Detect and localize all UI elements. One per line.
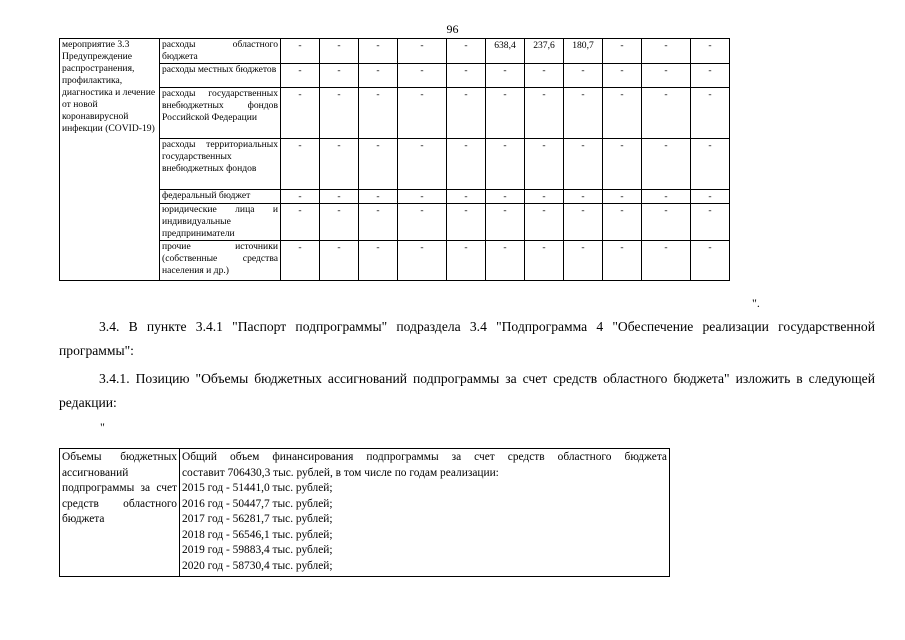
value-cell: - <box>525 139 564 190</box>
volumes-content-cell <box>180 449 670 577</box>
funding-source-cell: прочие источники (собственные средства населения и др.) <box>160 241 281 281</box>
funding-source-cell: юридические лица и индивидуальные предприниматели <box>160 204 281 241</box>
value-cell: - <box>603 88 642 139</box>
volumes-line: 2017 год - 56281,7 тыс. рублей; <box>182 513 333 525</box>
value-cell: - <box>398 88 447 139</box>
value-cell: - <box>525 241 564 281</box>
value-cell: - <box>320 39 359 64</box>
volumes-line: 2020 год - 58730,4 тыс. рублей; <box>182 559 333 572</box>
value-cell: - <box>564 88 603 139</box>
value-cell: - <box>691 64 730 88</box>
value-cell: - <box>281 39 320 64</box>
budget-table-row <box>60 190 730 204</box>
value-cell: - <box>398 190 447 204</box>
value-cell: - <box>320 88 359 139</box>
value-cell: - <box>359 139 398 190</box>
budget-table-row <box>60 39 730 64</box>
volumes-line: 2016 год - 50447,7 тыс. рублей; <box>182 497 333 510</box>
value-cell: - <box>447 139 486 190</box>
value-cell: - <box>447 88 486 139</box>
funding-source-cell: расходы областного бюджета <box>160 39 281 64</box>
value-cell: - <box>320 64 359 88</box>
value-cell: - <box>642 204 691 241</box>
value-cell: - <box>525 190 564 204</box>
value-cell: - <box>603 204 642 241</box>
value-cell: 638,4 <box>486 39 525 64</box>
value-cell: - <box>642 39 691 64</box>
value-cell: - <box>447 241 486 281</box>
value-cell: - <box>359 64 398 88</box>
closing-quote: ". <box>752 296 760 310</box>
value-cell: - <box>359 88 398 139</box>
value-cell: - <box>642 139 691 190</box>
value-cell: - <box>603 241 642 281</box>
volumes-table <box>59 448 670 577</box>
value-cell: - <box>691 139 730 190</box>
value-cell: - <box>320 241 359 281</box>
value-cell: - <box>525 88 564 139</box>
page-number: 96 <box>446 22 459 36</box>
value-cell: - <box>320 190 359 204</box>
volumes-line: Общий объем финансирования подпрограммы за счет средств областного бюджета <box>182 451 667 463</box>
value-cell: - <box>359 190 398 204</box>
budget-table-row <box>60 88 730 139</box>
paragraph-3-4-1: 3.4.1. Позицию "Объемы бюджетных ассигнований подпрограммы за счет средств областного бюджета" изложить в следующей редакции: <box>59 371 875 410</box>
value-cell: - <box>359 204 398 241</box>
value-cell: - <box>447 204 486 241</box>
value-cell: - <box>398 139 447 190</box>
value-cell: - <box>320 204 359 241</box>
event-name-cell: мероприятие 3.3 Предупреждение распространения, профилактика, диагностика и лечение от новой коронавирусной инфекции (COVID-19) <box>60 39 160 281</box>
value-cell: - <box>398 204 447 241</box>
value-cell: - <box>691 241 730 281</box>
volumes-line: 2018 год - 56546,1 тыс. рублей; <box>182 528 333 541</box>
value-cell: - <box>564 204 603 241</box>
value-cell: - <box>281 241 320 281</box>
value-cell: - <box>564 64 603 88</box>
budget-table-row <box>60 241 730 281</box>
value-cell: - <box>398 241 447 281</box>
value-cell: - <box>486 139 525 190</box>
value-cell: - <box>359 39 398 64</box>
value-cell: - <box>691 88 730 139</box>
value-cell: - <box>320 139 359 190</box>
value-cell: - <box>564 241 603 281</box>
value-cell: - <box>642 190 691 204</box>
volumes-row <box>60 449 670 577</box>
value-cell: - <box>447 190 486 204</box>
value-cell: - <box>525 64 564 88</box>
value-cell: - <box>603 39 642 64</box>
budget-table <box>59 38 730 281</box>
value-cell: 180,7 <box>564 39 603 64</box>
value-cell: - <box>691 204 730 241</box>
value-cell: - <box>281 204 320 241</box>
volumes-line: 2019 год - 59883,4 тыс. рублей; <box>182 544 333 556</box>
value-cell: - <box>642 241 691 281</box>
value-cell: - <box>486 64 525 88</box>
value-cell: - <box>486 190 525 204</box>
value-cell: - <box>603 139 642 190</box>
value-cell: - <box>642 64 691 88</box>
value-cell: - <box>603 190 642 204</box>
value-cell: - <box>486 88 525 139</box>
paragraph-3-4: 3.4. В пункте 3.4.1 "Паспорт подпрограммы" подраздела 3.4 "Подпрограмма 4 "Обеспечение реализации государственной программы": <box>59 319 875 358</box>
value-cell: - <box>486 241 525 281</box>
value-cell: - <box>281 64 320 88</box>
value-cell: - <box>564 139 603 190</box>
value-cell: - <box>447 39 486 64</box>
funding-source-cell: расходы территориальных государственных внебюджетных фондов <box>160 139 281 190</box>
value-cell: 237,6 <box>525 39 564 64</box>
budget-table-body <box>60 39 730 281</box>
value-cell: - <box>603 64 642 88</box>
value-cell: - <box>398 39 447 64</box>
value-cell: - <box>398 64 447 88</box>
budget-table-row <box>60 204 730 241</box>
funding-source-cell: расходы государственных внебюджетных фондов Российской Федерации <box>160 88 281 139</box>
value-cell: - <box>447 64 486 88</box>
value-cell: - <box>281 88 320 139</box>
opening-quote: " <box>100 420 105 434</box>
value-cell: - <box>281 190 320 204</box>
value-cell: - <box>359 241 398 281</box>
funding-source-cell: расходы местных бюджетов <box>160 64 281 88</box>
value-cell: - <box>691 190 730 204</box>
value-cell: - <box>642 88 691 139</box>
volumes-line: 2015 год - 51441,0 тыс. рублей; <box>182 482 333 494</box>
volumes-label-cell: Объемы бюджетных ассигнований подпрограммы за счет средств областного бюджета <box>60 449 180 577</box>
value-cell: - <box>281 139 320 190</box>
budget-table-row <box>60 139 730 190</box>
budget-table-row <box>60 64 730 88</box>
value-cell: - <box>564 190 603 204</box>
value-cell: - <box>486 204 525 241</box>
value-cell: - <box>691 39 730 64</box>
funding-source-cell: федеральный бюджет <box>160 190 281 204</box>
value-cell: - <box>525 204 564 241</box>
volumes-line: составит 706430,3 тыс. рублей, в том числе по годам реализации: <box>182 466 499 479</box>
